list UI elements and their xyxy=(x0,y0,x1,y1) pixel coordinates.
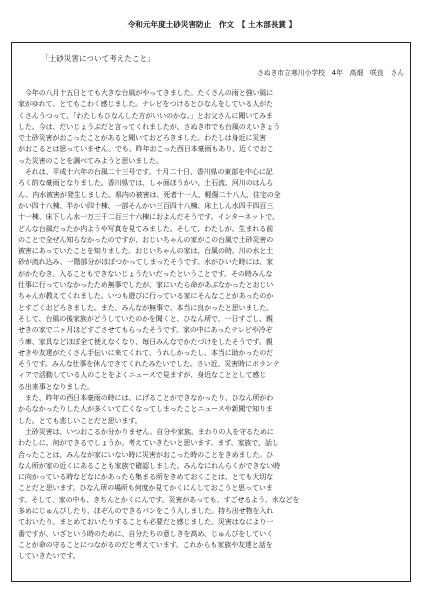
essay-line: ことが命の守ることにつながるのだと考えています。これからも家族や友達と話を xyxy=(18,539,273,549)
essay-line: していきたいです。 xyxy=(18,551,80,561)
essay-line: ん、内水被害が発生しました。県内の被害は、死者十一人、軽傷二十八人、住宅の全 xyxy=(18,189,281,199)
essay-line: せきの家で二ヶ月ほどすごさせてもらったそうです。家の中にあったテレビや冷ぞ xyxy=(18,325,273,335)
essay-line: そうです。みんな仕事を休んできてくれたみたいでした。さい近、災害時にボランテ xyxy=(18,359,280,369)
essay-title: 「土砂災害について考えたこと」 xyxy=(41,54,155,63)
essay-line: に向かっている時などなにかあったら集まる所をきめておくことは、とても大切な xyxy=(18,472,274,482)
essay-body xyxy=(18,87,408,561)
essay-line: がおこるとは思っていません。でも、昨年おこった西日本豪雨もあり、近くでおこ xyxy=(18,144,274,154)
author-line: さぬき市立寒川小学校 4年 高畑 咲良 さん xyxy=(257,69,405,77)
essay-line: わたしに、何ができるでしょうか。考えていきたいと思います。まず、家族で、話し xyxy=(18,438,279,448)
essay-line: 十一棟、床下しん水一万三千二百三十六棟におよんだそうです。インターネットで、 xyxy=(18,212,279,222)
essay-line: のことで全ぜん知らなかったのですが、おじいちゃんの家がこの台風で土砂災害の xyxy=(18,234,274,244)
essay-line: とすごくおどろきました。また、みんなが無事で、本当に良かったと思いました。 xyxy=(18,302,274,312)
essay-line: そして、台風の後家族がどうしていたのかを聞くと、ひなん所で、一日すごし、親 xyxy=(18,313,273,323)
essay-line: ておいたり、まとめておいたりすることも必要だと感じました。災害はなにより一 xyxy=(18,517,274,527)
essay-line: 砂が流れ込み、一階部分がほぼつかってしまったそうです。水がひいた時には、家 xyxy=(18,257,274,267)
essay-line: 被害にあっていたことを知りました。おじいちゃんの家は、台風の時、川の水と土 xyxy=(18,246,274,256)
essay-line: う庫、家具などほぼ全て使えなくなり、毎日みんなでかたづけをしたそうです。親 xyxy=(18,336,273,346)
essay-line: す。そして、家の中も、きちんとかくにんです。災害があっても、すごせるよう、水などを xyxy=(18,494,300,504)
essay-line: ィアで活動している人のことをよくニュースで見ますが、身近なこととして感じ xyxy=(18,370,267,380)
essay-line: った災害のことを調べてみようと思いました。 xyxy=(18,155,163,165)
essay-line: した。とても悲しいことだと思います。 xyxy=(18,415,142,425)
essay-line: くさんうつって、「わたしもひなんした方がいいのかな。」とお父さんに聞いてみま xyxy=(18,110,273,120)
essay-line: 合ったことは、みんなが家にいない時に災害がおこった時のことをきめました。ひ xyxy=(18,449,274,459)
essay-line: それは、平成十六年の台風二十三号です。十月二十日、香川県の東部を中心に記 xyxy=(18,167,273,177)
essay-line: がかたむき、入ることもできないじょうたいだったということです。その時みんな xyxy=(18,268,273,278)
essay-line: どんな台風だったか内ようや写真を見てみました。そして、わたしが、生まれる前 xyxy=(18,223,274,233)
essay-line: からなかったりした人が多くいて亡くなってしまったことニュースや新聞で知りま xyxy=(18,404,273,414)
essay-line: で土砂災害がおこったことがあると聞いておどろきました。わたしは身近に災害 xyxy=(18,133,267,143)
essay-line: ちゃんが教えてくれました。いつも遊びに行っている家にそんなことがあったのか xyxy=(18,291,274,301)
essay-line: した。今は、だいじょうぶだと言ってくれましたが、さぬき市でも台風のえいきょう xyxy=(18,121,281,131)
essay-line: ことだと思います。ひなん所の場所も何度か見てかくにんしておこうと思っていま xyxy=(18,483,273,493)
essay-line: 仕事に行っていなかったため無事でしたが、家にいたら命があぶなかったとおじい xyxy=(18,280,274,290)
essay-line: る出来事となりました。 xyxy=(18,381,94,391)
essay-line: せきや友達がたくさん手伝いに来てくれて、うれしかったし、本当に助かったのだ xyxy=(18,347,274,357)
essay-line: 多めにじゅんびしたり、ほぞんのできるパンをこう入しました。持ち出せ物を入れ xyxy=(18,505,274,515)
essay-line: 番ですが、いざという時のために、自分たちの意しきを高め、じゅんびをしていく xyxy=(18,528,273,538)
essay-line: 土砂災害は、いつおこるか分かりません。自分や家族、まわりの人を守るために xyxy=(18,426,274,436)
essay-line: なん所が家の近くにあることも家族で確認しました。みんなにれんらくができない時 xyxy=(18,460,281,470)
essay-line: かい四十八棟、半かい四十棟、一部そんかい三百四十八棟、床上しん水四千四百三 xyxy=(18,200,274,210)
essay-line: 今年の八月十五日とても大きな台風がやってきました。たくさんの雨と強い風に xyxy=(18,88,274,97)
essay-line: また、昨年の西日本豪雨の時には、にげることができなかったり、ひなん所がわ xyxy=(18,393,274,403)
document-header: 令和元年度土砂災害防止 作文 【 土木部長賞 】 xyxy=(127,20,297,29)
essay-line: ろく的な豪雨となりました。香川県では、しゃ面ほうかい、土石流、河川のはんら xyxy=(18,178,274,188)
essay-line: 家がゆれて、とてもこわく感じました。テレビをつけるとひなんをしている人がた xyxy=(18,99,273,109)
